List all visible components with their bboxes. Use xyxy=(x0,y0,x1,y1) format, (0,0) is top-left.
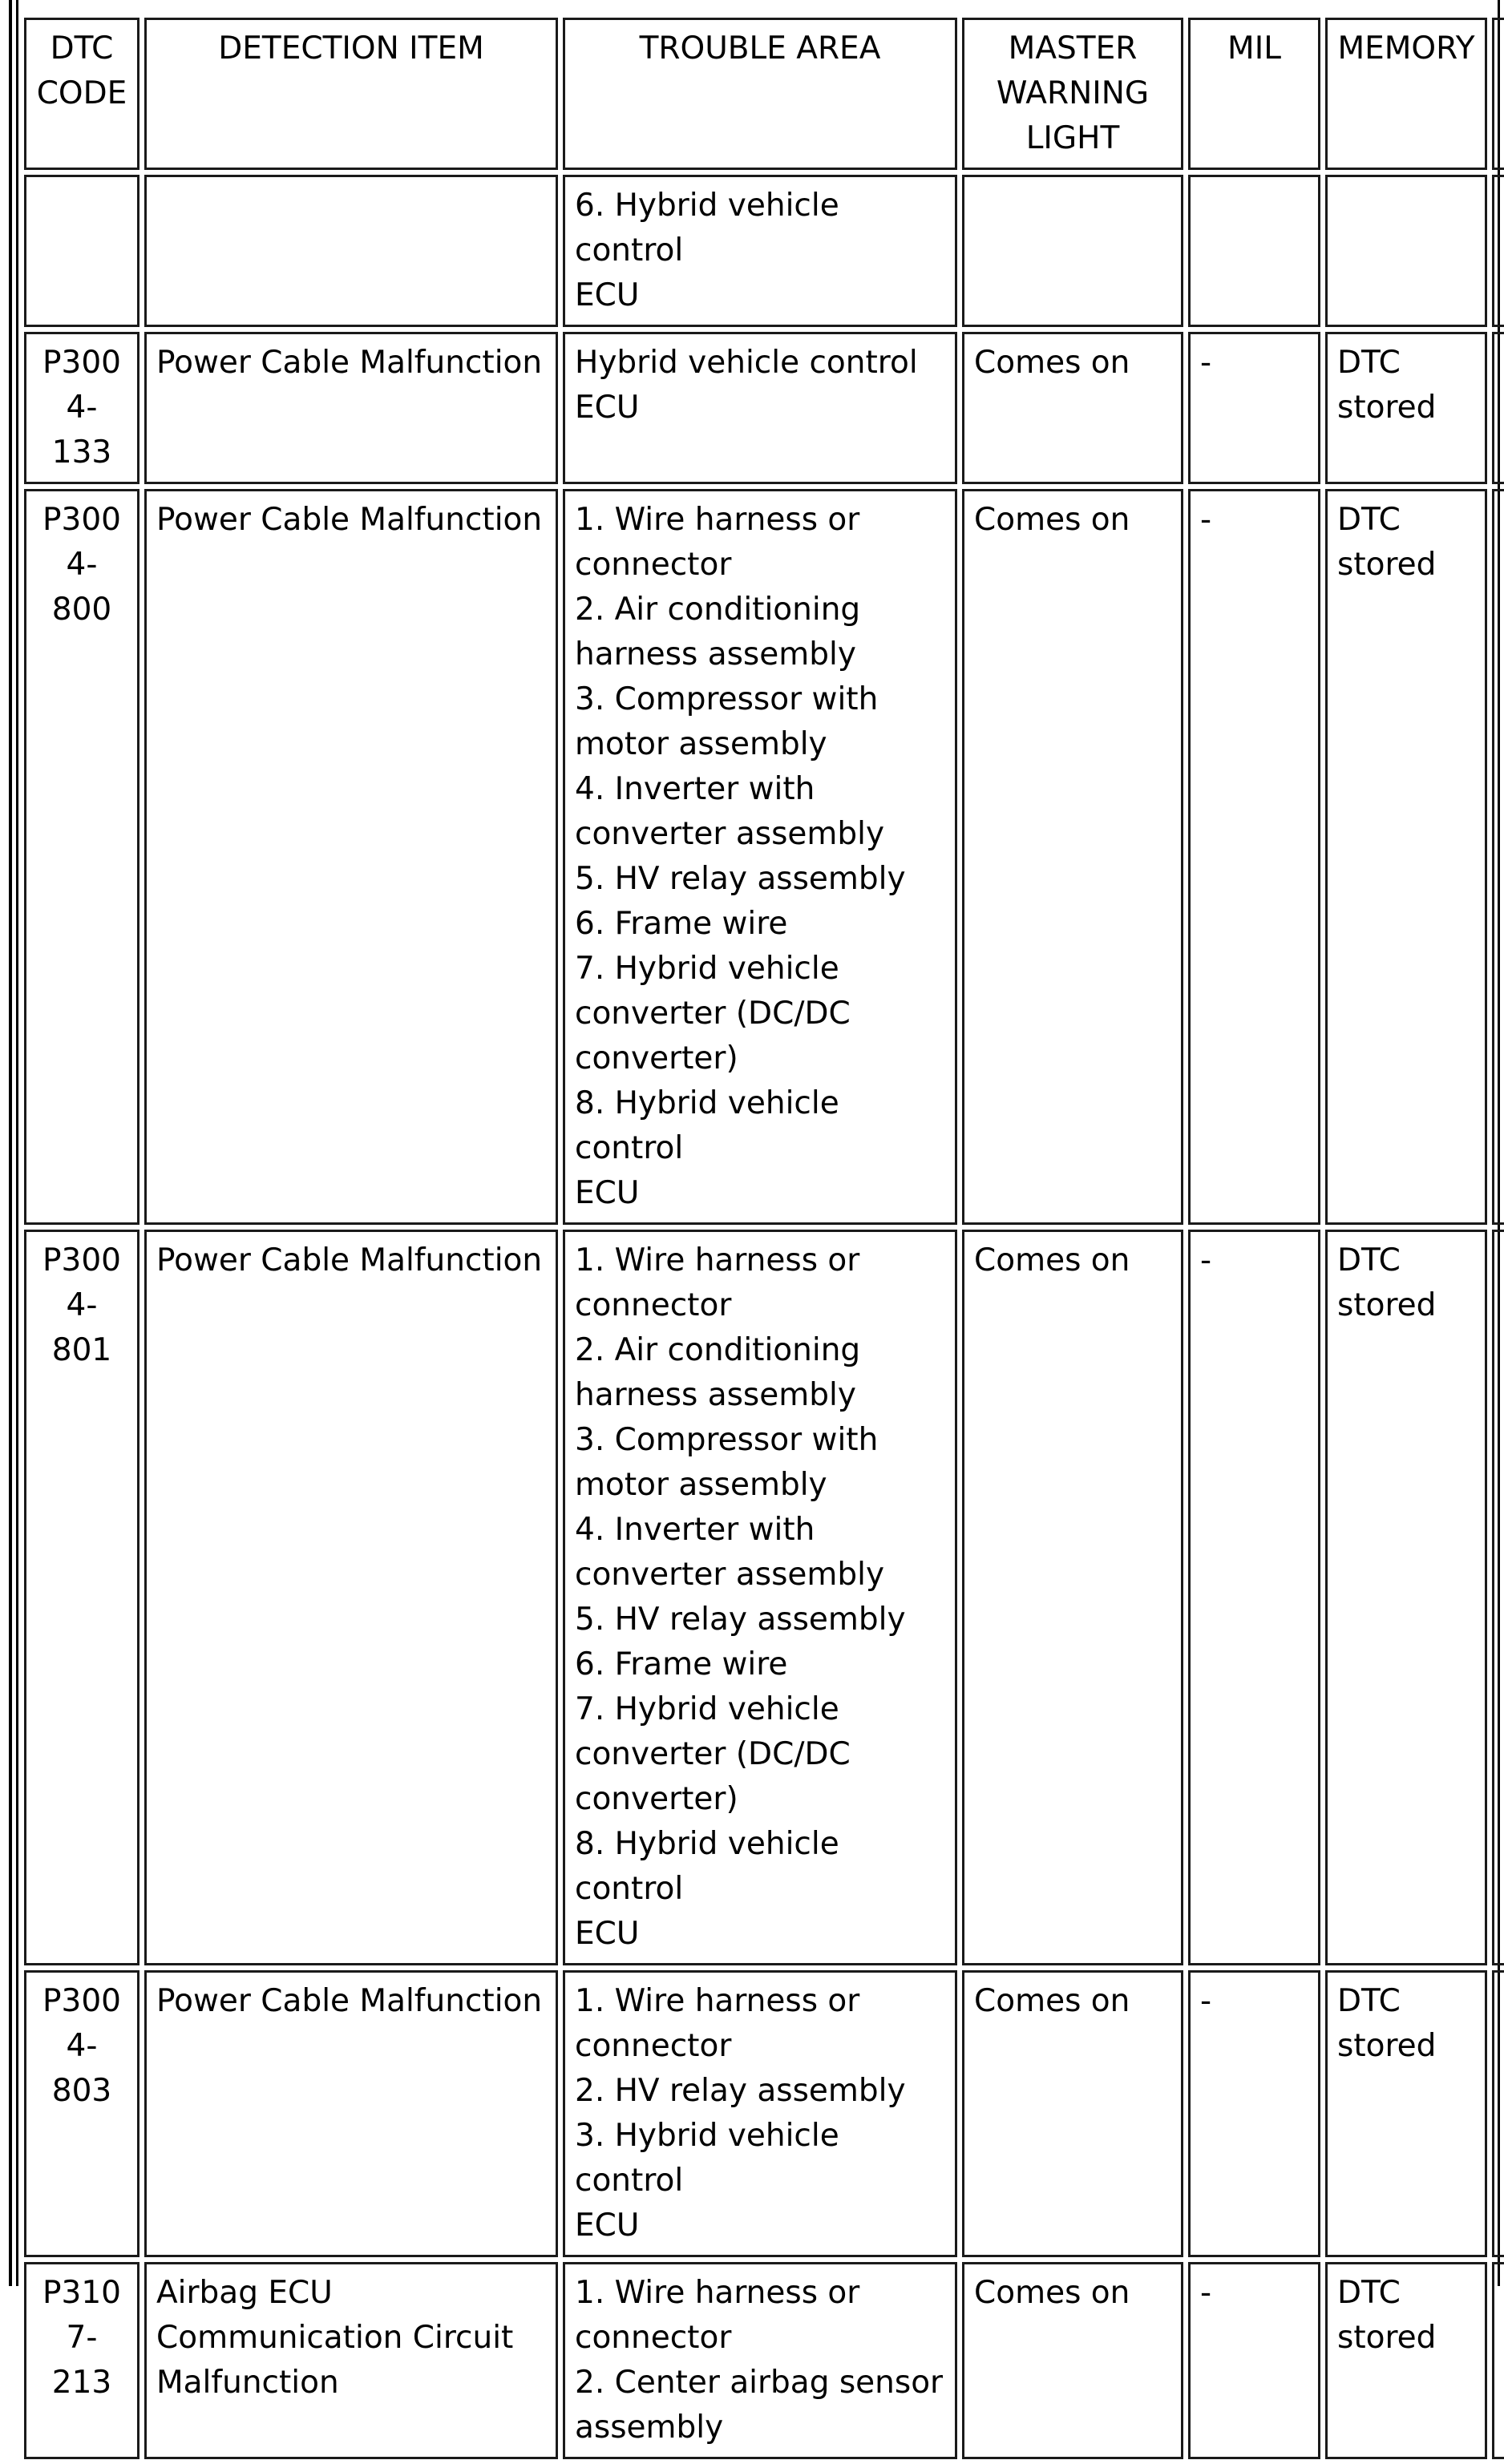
trouble-area-cell xyxy=(563,1230,957,1965)
trouble-area-cell-line: 8. Hybrid vehicle control xyxy=(575,1826,839,1907)
dtc-table xyxy=(19,13,1504,2464)
overflow-cell xyxy=(1492,2262,1504,2459)
master-warning-light-cell: Comes on xyxy=(962,489,1183,1225)
header-master-warning-light: MASTER WARNING LIGHT xyxy=(962,18,1183,170)
header-mil: MIL xyxy=(1188,18,1320,170)
overflow-cell xyxy=(1492,489,1504,1225)
memory-cell xyxy=(1325,2262,1487,2459)
trouble-area-cell-line: ECU xyxy=(575,1916,640,1952)
trouble-area-cell-line: 5. HV relay assembly xyxy=(575,1602,906,1638)
header-detection-item: DETECTION ITEM xyxy=(144,18,558,170)
dtc-code-cell-line: 801 xyxy=(51,1332,112,1368)
memory-cell-line: stored xyxy=(1337,2320,1437,2356)
trouble-area-cell-line: converter (DC/DC xyxy=(575,996,851,1032)
memory-cell-line: stored xyxy=(1337,390,1437,426)
trouble-area-cell-line: connector xyxy=(575,2320,732,2356)
dtc-code-cell-line: 213 xyxy=(51,2365,112,2401)
trouble-area-cell xyxy=(563,2262,957,2459)
master-warning-light-cell xyxy=(962,175,1183,327)
detection-item-cell xyxy=(144,489,558,1225)
detection-item-cell-line: Communication Circuit xyxy=(156,2320,514,2356)
trouble-area-cell-line: 1. Wire harness or xyxy=(575,2275,860,2311)
mil-cell: - xyxy=(1188,332,1320,484)
dtc-code-cell xyxy=(24,332,139,484)
detection-item-cell xyxy=(144,175,558,327)
table-row xyxy=(24,175,1504,327)
trouble-area-cell-line: 3. Compressor with xyxy=(575,1422,879,1458)
table-header-row xyxy=(24,18,1504,170)
memory-cell xyxy=(1325,1970,1487,2257)
trouble-area-cell-line: converter assembly xyxy=(575,1557,885,1593)
trouble-area-cell-line: Hybrid vehicle control xyxy=(575,345,918,381)
detection-item-cell-line: Power Cable Malfunction xyxy=(156,502,543,538)
memory-cell xyxy=(1325,175,1487,327)
memory-cell xyxy=(1325,489,1487,1225)
table-row xyxy=(24,332,1504,484)
trouble-area-cell-line: 2. Air conditioning xyxy=(575,592,861,628)
mil-cell: - xyxy=(1188,1970,1320,2257)
header-overflow-cell xyxy=(1492,18,1504,170)
detection-item-cell xyxy=(144,1970,558,2257)
table-row xyxy=(24,1230,1504,1965)
memory-cell-line: DTC xyxy=(1337,502,1401,538)
memory-cell xyxy=(1325,1230,1487,1965)
detection-item-cell-line: Power Cable Malfunction xyxy=(156,1983,543,2019)
table-row xyxy=(24,489,1504,1225)
trouble-area-cell-line: 7. Hybrid vehicle xyxy=(575,1691,839,1727)
trouble-area-cell-line: converter assembly xyxy=(575,816,885,852)
mil-cell: - xyxy=(1188,489,1320,1225)
trouble-area-cell-line: 4. Inverter with xyxy=(575,1512,815,1548)
trouble-area-cell-line: ECU xyxy=(575,277,640,313)
trouble-area-cell xyxy=(563,489,957,1225)
page-border-left-inner xyxy=(16,0,18,2286)
trouble-area-cell-line: converter) xyxy=(575,1040,738,1076)
dtc-code-cell-line: 803 xyxy=(51,2073,112,2109)
table-row xyxy=(24,1970,1504,2257)
header-memory: MEMORY xyxy=(1325,18,1487,170)
trouble-area-cell xyxy=(563,175,957,327)
detection-item-cell-line: Airbag ECU xyxy=(156,2275,333,2311)
trouble-area-cell-line: 1. Wire harness or xyxy=(575,1242,860,1278)
trouble-area-cell-line: 3. Hybrid vehicle control xyxy=(575,2118,839,2199)
master-warning-light-cell: Comes on xyxy=(962,1230,1183,1965)
trouble-area-cell xyxy=(563,1970,957,2257)
trouble-area-cell-line: converter (DC/DC xyxy=(575,1736,851,1772)
overflow-cell xyxy=(1492,1970,1504,2257)
trouble-area-cell-line: assembly xyxy=(575,2409,724,2446)
trouble-area-cell-line: ECU xyxy=(575,1175,640,1211)
dtc-code-cell xyxy=(24,2262,139,2459)
dtc-code-cell-line: P3004- xyxy=(42,1242,121,1323)
memory-cell xyxy=(1325,332,1487,484)
trouble-area-cell-line: 7. Hybrid vehicle xyxy=(575,951,839,987)
master-warning-light-cell: Comes on xyxy=(962,1970,1183,2257)
trouble-area-cell-line: 1. Wire harness or xyxy=(575,1983,860,2019)
trouble-area-cell-line: ECU xyxy=(575,2208,640,2244)
dtc-code-cell-line: P3107- xyxy=(42,2275,121,2356)
detection-item-cell xyxy=(144,1230,558,1965)
mil-cell: - xyxy=(1188,2262,1320,2459)
detection-item-cell-line: Power Cable Malfunction xyxy=(156,1242,543,1278)
dtc-code-cell-line: P3004- xyxy=(42,502,121,583)
trouble-area-cell-line: motor assembly xyxy=(575,1467,827,1503)
trouble-area-cell-line: motor assembly xyxy=(575,726,827,762)
header-dtc-code: DTC CODE xyxy=(24,18,139,170)
memory-cell-line: DTC xyxy=(1337,2275,1401,2311)
memory-cell-line: DTC xyxy=(1337,345,1401,381)
trouble-area-cell-line: ECU xyxy=(575,390,640,426)
memory-cell-line: DTC xyxy=(1337,1242,1401,1278)
dtc-code-cell xyxy=(24,175,139,327)
trouble-area-cell-line: 4. Inverter with xyxy=(575,771,815,807)
overflow-cell xyxy=(1492,1230,1504,1965)
detection-item-cell-line: Power Cable Malfunction xyxy=(156,345,543,381)
dtc-code-cell xyxy=(24,489,139,1225)
dtc-code-cell-line: P3004- xyxy=(42,1983,121,2064)
dtc-code-cell xyxy=(24,1970,139,2257)
table-row xyxy=(24,2262,1504,2459)
trouble-area-cell-line: harness assembly xyxy=(575,636,856,673)
mil-cell xyxy=(1188,175,1320,327)
master-warning-light-cell: Comes on xyxy=(962,2262,1183,2459)
trouble-area-cell-line: 1. Wire harness or xyxy=(575,502,860,538)
dtc-code-cell xyxy=(24,1230,139,1965)
overflow-cell xyxy=(1492,332,1504,484)
master-warning-light-cell: Comes on xyxy=(962,332,1183,484)
detection-item-cell xyxy=(144,332,558,484)
trouble-area-cell-line: connector xyxy=(575,2028,732,2064)
memory-cell-line: stored xyxy=(1337,547,1437,583)
memory-cell-line: stored xyxy=(1337,2028,1437,2064)
memory-cell-line: DTC xyxy=(1337,1983,1401,2019)
trouble-area-cell-line: 6. Frame wire xyxy=(575,1646,788,1682)
trouble-area-cell-line: 2. Air conditioning xyxy=(575,1332,861,1368)
dtc-code-cell-line: 800 xyxy=(51,592,112,628)
trouble-area-cell-line: connector xyxy=(575,547,732,583)
detection-item-cell-line: Malfunction xyxy=(156,2365,339,2401)
trouble-area-cell xyxy=(563,332,957,484)
trouble-area-cell-line: converter) xyxy=(575,1781,738,1817)
mil-cell: - xyxy=(1188,1230,1320,1965)
trouble-area-cell-line: connector xyxy=(575,1287,732,1323)
page-border-left-outer xyxy=(9,0,12,2286)
trouble-area-cell-line: 6. Hybrid vehicle control xyxy=(575,188,839,269)
trouble-area-cell-line: harness assembly xyxy=(575,1377,856,1413)
trouble-area-cell-line: 5. HV relay assembly xyxy=(575,861,906,897)
header-trouble-area: TROUBLE AREA xyxy=(563,18,957,170)
trouble-area-cell-line: 6. Frame wire xyxy=(575,906,788,942)
dtc-code-cell-line: P3004- xyxy=(42,345,121,426)
dtc-code-cell-line: 133 xyxy=(51,434,112,471)
detection-item-cell xyxy=(144,2262,558,2459)
overflow-cell xyxy=(1492,175,1504,327)
memory-cell-line: stored xyxy=(1337,1287,1437,1323)
trouble-area-cell-line: 3. Compressor with xyxy=(575,681,879,717)
trouble-area-cell-line: 8. Hybrid vehicle control xyxy=(575,1085,839,1166)
trouble-area-cell-line: 2. HV relay assembly xyxy=(575,2073,906,2109)
trouble-area-cell-line: 2. Center airbag sensor xyxy=(575,2365,944,2401)
